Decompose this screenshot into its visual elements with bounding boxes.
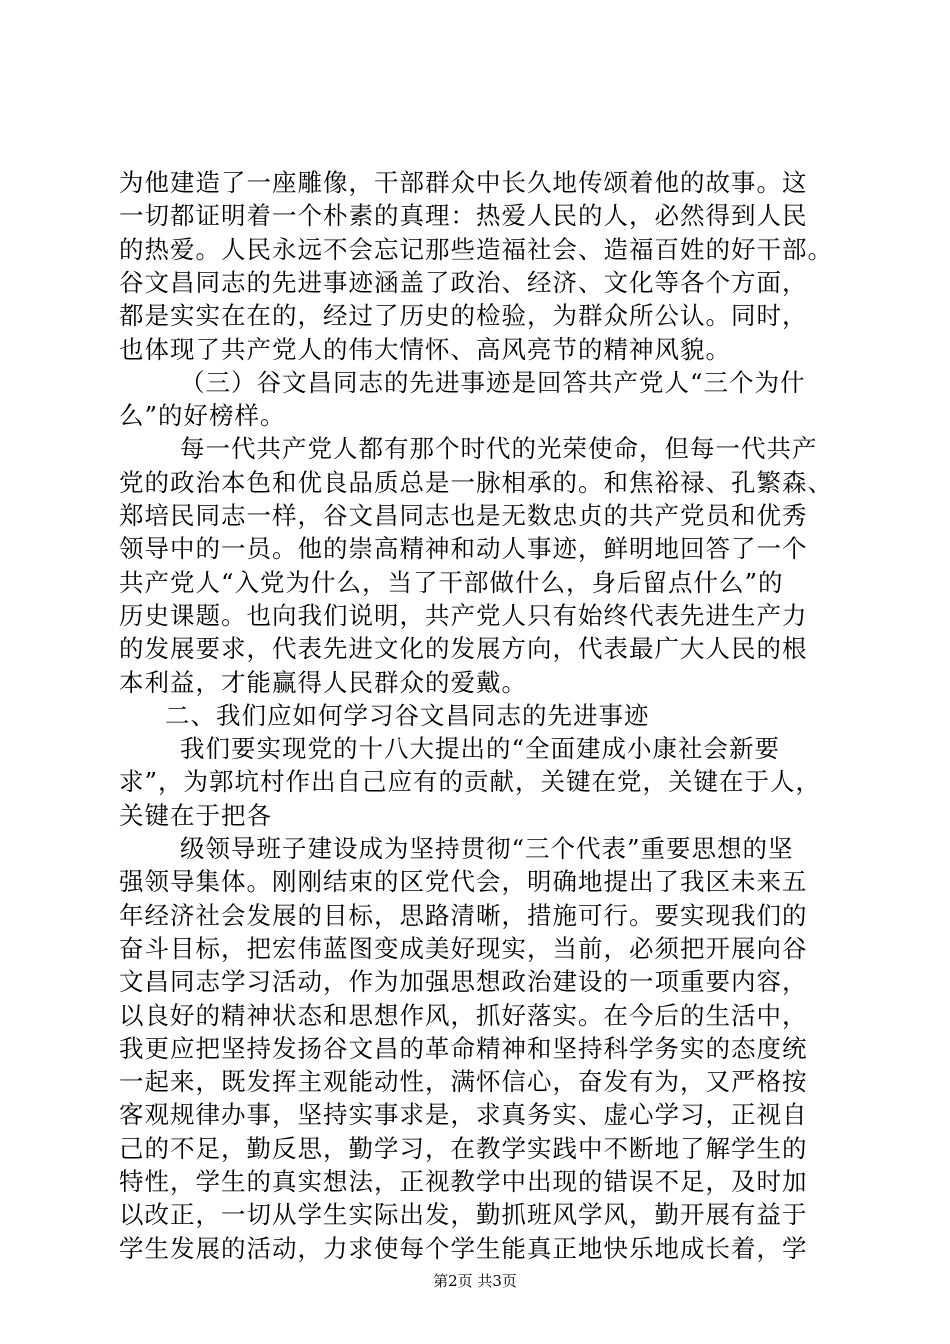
- text-line: 求”，为郭坑村作出自己应有的贡献，关键在党，关键在于人，: [119, 767, 822, 797]
- text-line: 年经济社会发展的目标，思路清晰，措施可行。要实现我们的: [119, 900, 808, 930]
- paragraph-start: 每一代共产党人都有那个时代的光荣使命，但每一代共产: [180, 434, 818, 464]
- text-line: 关键在于把各: [119, 800, 272, 830]
- section-heading-continued: 么”的好榜样。: [119, 401, 286, 431]
- text-line: 文昌同志学习活动，作为加强思想政治建设的一项重要内容，: [119, 967, 808, 997]
- text-line: 为他建造了一座雕像，干部群众中长久地传颂着他的故事。这: [119, 168, 808, 197]
- text-line: 奋斗目标，把宏伟蓝图变成美好现实，当前，必须把开展向谷: [119, 933, 808, 963]
- text-line: 也体现了共产党人的伟大情怀、高风亮节的精神风貌。: [119, 334, 731, 364]
- text-line: 本利益，才能赢得人民群众的爱戴。: [119, 667, 527, 697]
- text-line: 己的不足，勤反思，勤学习，在教学实践中不断地了解学生的: [119, 1133, 808, 1163]
- text-line: 客观规律办事，坚持实事求是，求真务实、虚心学习，正视自: [119, 1100, 808, 1130]
- text-line: 郑培民同志一样，谷文昌同志也是无数忠贞的共产党员和优秀: [119, 501, 808, 530]
- text-line: 共产党人“入党为什么，当了干部做什么，身后留点什么”的: [119, 567, 784, 597]
- text-line: 学生发展的活动，力求使每个学生能真正地快乐地成长着，学: [119, 1233, 808, 1263]
- text-line: 特性，学生的真实想法，正视教学中出现的错误不足，及时加: [119, 1167, 808, 1196]
- text-line: 党的政治本色和优良品质总是一脉相承的。和焦裕禄、孔繁森、: [119, 467, 833, 497]
- section-heading: （三）谷文昌同志的先进事迹是回答共产党人“三个为什: [180, 367, 806, 397]
- text-line: 领导中的一员。他的崇高精神和动人事迹，鲜明地回答了一个: [119, 534, 808, 564]
- text-line: 的热爱。人民永远不会忘记那些造福社会、造福百姓的好干部。: [119, 234, 833, 264]
- text-line: 谷文昌同志的先进事迹涵盖了政治、经济、文化等各个方面，: [119, 267, 808, 297]
- text-line: 历史课题。也向我们说明，共产党人只有始终代表先进生产力: [119, 600, 808, 630]
- text-line: 我更应把坚持发扬谷文昌的革命精神和坚持科学务实的态度统: [119, 1033, 808, 1063]
- text-line: 一切都证明着一个朴素的真理：热爱人民的人，必然得到人民: [119, 201, 808, 231]
- text-line: 都是实实在在的，经过了历史的检验，为群众所公认。同时，: [119, 301, 808, 331]
- paragraph-start: 级领导班子建设成为坚持贯彻“三个代表”重要思想的坚: [180, 834, 794, 863]
- paragraph-start: 我们要实现党的十八大提出的“全面建成小康社会新要: [180, 734, 781, 764]
- text-line: 以良好的精神状态和思想作风，抓好落实。在今后的生活中，: [119, 1000, 808, 1030]
- page-number-footer: 第2页 共3页: [433, 1272, 517, 1290]
- text-line: 以改正，一切从学生实际出发，勤抓班风学风，勤开展有益于: [119, 1200, 808, 1230]
- text-line: 强领导集体。刚刚结束的区党代会，明确地提出了我区未来五: [119, 867, 808, 897]
- text-line: 一起来，既发挥主观能动性，满怀信心，奋发有为，又严格按: [119, 1067, 808, 1097]
- section-heading: 二、我们应如何学习谷文昌同志的先进事迹: [165, 700, 650, 730]
- text-line: 的发展要求，代表先进文化的发展方向，代表最广大人民的根: [119, 634, 808, 664]
